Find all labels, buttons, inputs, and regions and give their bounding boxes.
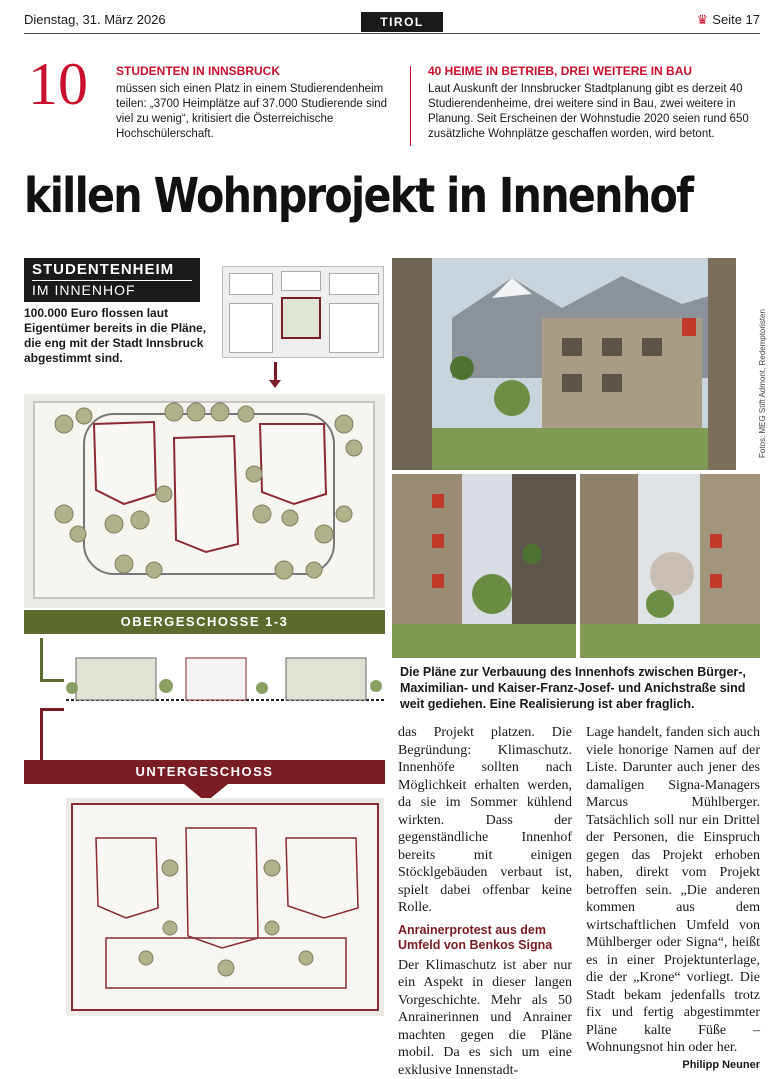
minimap-block: [281, 271, 321, 291]
section-elevation: [66, 648, 384, 712]
plan-graphic: [24, 258, 385, 1018]
page-number: [697, 12, 760, 28]
minimap-block: [229, 303, 273, 353]
minimap-block: [329, 303, 379, 353]
fact-number: 10: [28, 54, 88, 114]
plan-caption: 100.000 Euro flossen laut Eigentümer bereits in die Pläne, die eng mit der Stadt Innsbruck abgestimmt sind.: [24, 306, 224, 366]
issue-date: Dienstag, 31. März 2026: [24, 12, 166, 27]
fact-boxes: [24, 58, 760, 158]
page-number-text: Seite 17: [712, 12, 760, 27]
floor-plan-upper: [24, 394, 385, 608]
minimap-block: [229, 273, 273, 295]
article-column-1: [398, 724, 572, 1079]
arrow-elbow-icon: [40, 638, 64, 682]
author-name: Philipp Neuner: [682, 1057, 760, 1075]
article-paragraph: Der Klimaschutz ist aber nur ein Aspekt in dieser langen Vorgeschichte. Mehr als 50 Anrainerinnen und Anrainer machten gegen die Pläne mobil. Da es sich um eine exklusive Innenstadt-: [398, 957, 572, 1079]
article-paragraph-text: Lage handelt, fanden sich auch viele honorige Namen auf der Liste. Darunter auch jener des damaligen Signa-Managers Marcus Mühlberger. Tatsächlich soll nur ein Drittel der Personen, die Einspruch gegen das Projekt erhoben haben, direkt vom Projekt betroffen sein. „Die anderen kommen aus dem wirtschaftlichen Umfeld von Mühlberger oder Signa“, heißt es in einer Projektunterlage, die der „Krone“ vorliegt. Die Stadt bekam jedenfalls trotz fix und fertig abgestimmter Pläne kalte Füße – Wohnungsnot hin oder her.: [586, 725, 760, 1055]
article-column-2: [586, 724, 760, 1074]
photo-caption: Die Pläne zur Verbauung des Innenhofs zwischen Bürger-, Maximilian- und Kaiser-Franz-Josef- und Anichstraße sind weit gediehen. Eine Realisierung ist aber fraglich.: [400, 664, 760, 712]
arrow-elbow-icon: [40, 708, 64, 760]
arrow-down-icon: [274, 362, 277, 382]
fact-left-title: STUDENTEN IN INNSBRUCK: [116, 64, 396, 79]
fact-left-body: [116, 64, 396, 142]
fact-left-text: müssen sich einen Platz in einem Studierendenheim teilen: „3700 Heimplätze auf 37.000 Studierende sind viel zu wenig“, kritisiert die Österreichische Hochschülerschaft.: [116, 82, 396, 142]
minimap-block: [329, 273, 379, 295]
fact-divider: [410, 66, 411, 146]
plan-label: [24, 258, 200, 302]
section-label: TIROL: [361, 12, 443, 32]
crown-icon: ♛: [697, 12, 709, 28]
photo-credit-text: Fotos: MEG Stift Admont, Redemptoristen: [758, 309, 767, 458]
photo-courtyard-main: [392, 258, 736, 470]
minimap-highlight: [281, 297, 321, 339]
floor-plan-basement: [66, 798, 384, 1016]
article-paragraph: [586, 724, 760, 1057]
photo-lane-right-image: [580, 474, 760, 658]
fact-box-dorms: [428, 64, 760, 142]
banner-basement: UNTERGESCHOSS: [24, 760, 385, 784]
photo-courtyard-main-image: [392, 258, 736, 470]
location-minimap: [222, 266, 384, 358]
banner-upper-floors: OBERGESCHOSSE 1-3: [24, 610, 385, 634]
fact-right-text: Laut Auskunft der Innsbrucker Stadtplanung gibt es derzeit 40 Studierendenheime, drei weitere sind in Bau, zwei weitere in Planung. Seit Erscheinen der Wohnstudie 2020 seien rund 650 zusätzliche Wohnplätze geschaffen worden, wird betont.: [428, 82, 760, 142]
photo-credit: [758, 258, 772, 458]
photo-lane-left-image: [392, 474, 576, 658]
article-subhead: Anrainerprotest aus dem Umfeld von Benkos Signa: [398, 923, 572, 953]
page-header: [24, 6, 760, 34]
fact-right-title: 40 HEIME IN BETRIEB, DREI WEITERE IN BAU: [428, 64, 760, 79]
headline: killen Wohnprojekt in Innenhof: [24, 168, 660, 224]
article-paragraph: das Projekt platzen. Die Begründung: Klimaschutz. Innenhöfe sollten nach Möglichkeit erhalten werden, da sie im Sommer kühlend wirkten. Dass der gegenständliche Innenhof bereits mit einigen Stöcklgebäuden verbaut ist, spielt dabei offenbar keine Rolle.: [398, 724, 572, 917]
photo-lane-left: [392, 474, 576, 658]
plan-label-line1: STUDENTENHEIM: [32, 261, 192, 278]
plan-label-line2: IM INNENHOF: [32, 280, 192, 298]
photo-lane-right: [580, 474, 760, 658]
